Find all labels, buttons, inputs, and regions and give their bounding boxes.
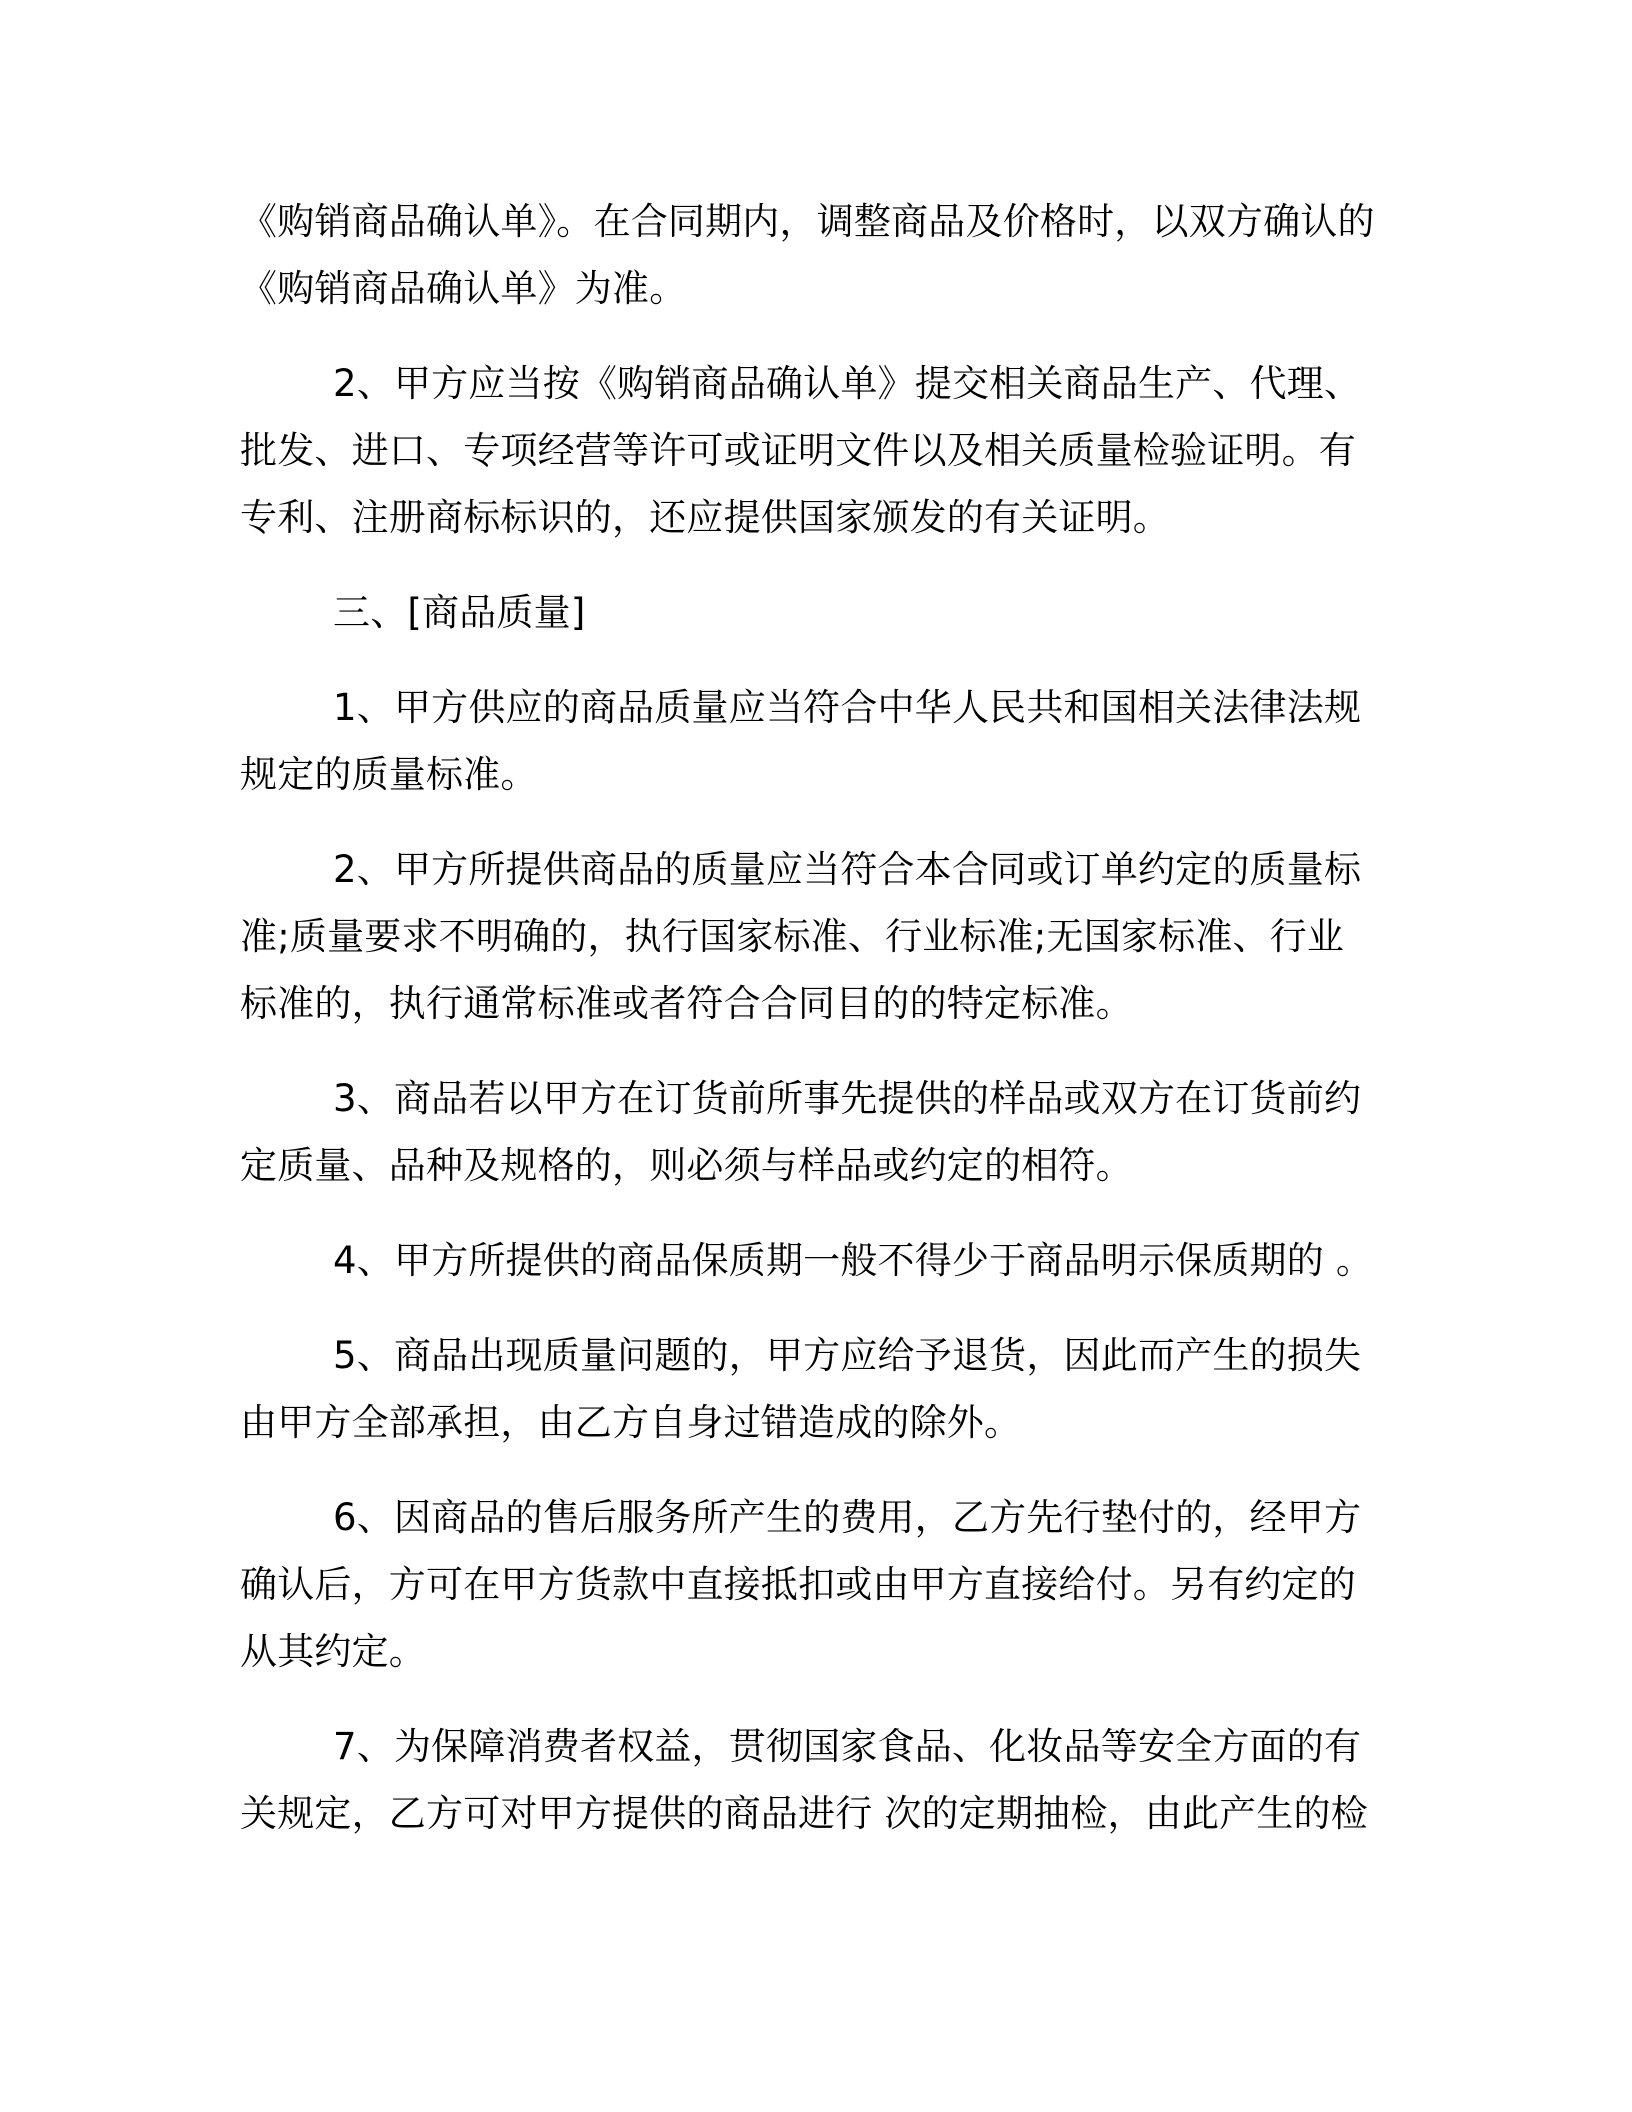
section-heading: 三、[商品质量] <box>333 591 586 634</box>
paragraph: 3、商品若以甲方在订货前所事先提供的样品或双方在订货前约定质量、品种及规格的，则必须与样品或约定的相符。 <box>240 1077 1362 1187</box>
paragraph: 4、甲方所提供的商品保质期一般不得少于商品明示保质期的 。 <box>333 1239 1374 1282</box>
paragraph: 《购销商品确认单》。在合同期内，调整商品及价格时，以双方确认的《购销商品确认单》为准。 <box>240 200 1375 310</box>
paragraph: 6、因商品的售后服务所产生的费用，乙方先行垫付的，经甲方确认后，方可在甲方货款中直接抵扣或由甲方直接给付。另有约定的从其约定。 <box>240 1496 1362 1673</box>
paragraph: 1、甲方供应的商品质量应当符合中华人民共和国相关法律法规规定的质量标准。 <box>240 686 1362 796</box>
paragraph: 7、为保障消费者权益，贯彻国家食品、化妆品等安全方面的有关规定，乙方可对甲方提供的商品进行 次的定期抽检，由此产生的检 <box>240 1725 1368 1835</box>
paragraph: 2、甲方应当按《购销商品确认单》提交相关商品生产、代理、批发、进口、专项经营等许可或证明文件以及相关质量检验证明。有专利、注册商标标识的，还应提供国家颁发的有关证明。 <box>240 362 1362 539</box>
document-body <box>240 188 1380 1875</box>
paragraph: 5、商品出现质量问题的，甲方应给予退货，因此而产生的损失由甲方全部承担，由乙方自身过错造成的除外。 <box>240 1334 1362 1444</box>
paragraph: 2、甲方所提供商品的质量应当符合本合同或订单约定的质量标准;质量要求不明确的，执行国家标准、行业标准;无国家标准、行业标准的，执行通常标准或者符合合同目的的特定标准。 <box>240 848 1362 1025</box>
